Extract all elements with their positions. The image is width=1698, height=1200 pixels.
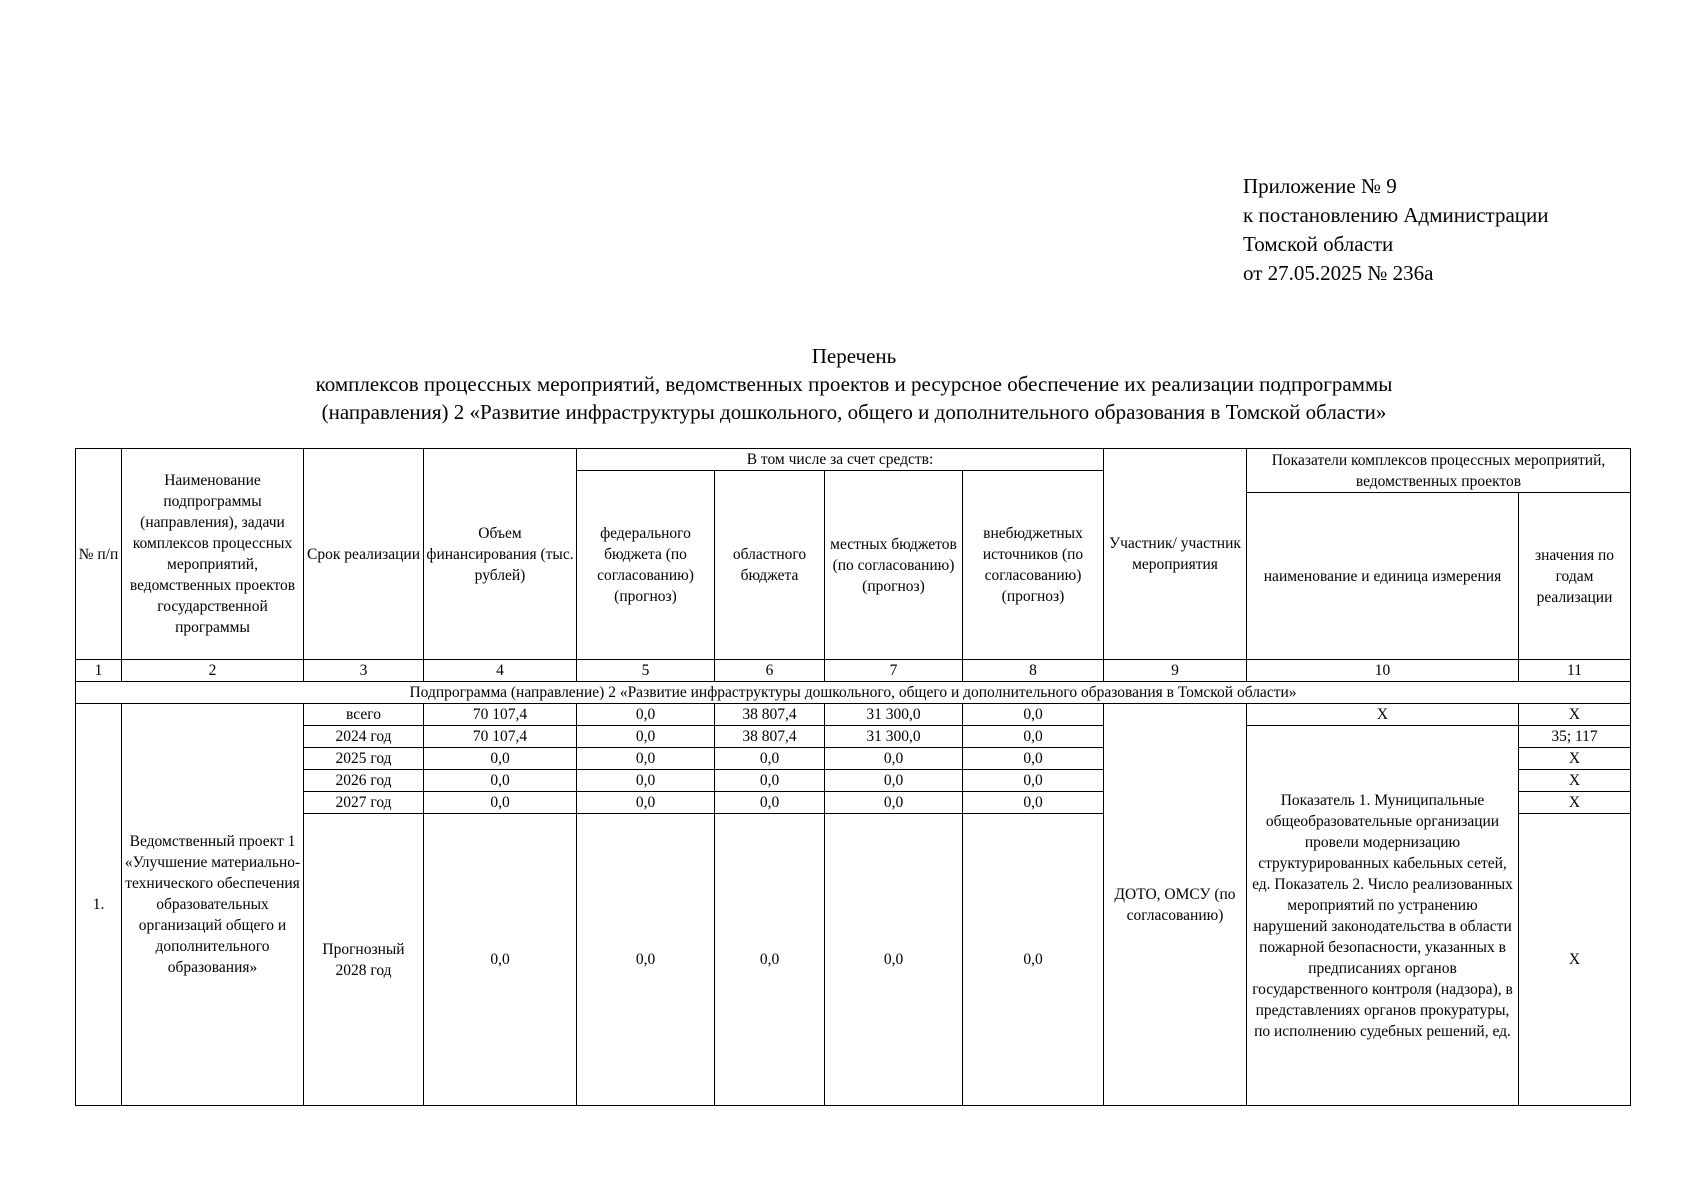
appendix-line: к постановлению Администрации: [1243, 203, 1549, 227]
extra-cell: 0,0: [963, 770, 1104, 792]
header-participant: Участник/ участник мероприятия: [1104, 449, 1247, 660]
federal-cell: 0,0: [577, 726, 715, 748]
indicator-value: X: [1519, 814, 1631, 1106]
term-cell: 2026 год: [304, 770, 424, 792]
subprogram-row: Подпрограмма (направление) 2 «Развитие инфраструктуры дошкольного, общего и дополнительного образования в Томской области»: [76, 682, 1631, 704]
federal-cell: 0,0: [577, 704, 715, 726]
local-cell: 0,0: [825, 770, 963, 792]
term-cell: всего: [304, 704, 424, 726]
extra-cell: 0,0: [963, 792, 1104, 814]
col-number: 10: [1247, 660, 1519, 682]
indicator-value: X: [1519, 792, 1631, 814]
header-name: Наименование подпрограммы (направления), задачи комплексов процессных мероприятий, ведомственных проектов государственной программы: [122, 449, 304, 660]
col-number: 1: [76, 660, 122, 682]
local-cell: 0,0: [825, 748, 963, 770]
col-number: 11: [1519, 660, 1631, 682]
col-number: 2: [122, 660, 304, 682]
regional-cell: 0,0: [715, 792, 825, 814]
local-cell: 31 300,0: [825, 726, 963, 748]
appendix-block: [1243, 172, 1549, 288]
volume-cell: 70 107,4: [424, 704, 577, 726]
col-number: 3: [304, 660, 424, 682]
local-cell: 31 300,0: [825, 704, 963, 726]
regional-cell: 0,0: [715, 814, 825, 1106]
participant-cell: ДОТО, ОМСУ (по согласованию): [1104, 704, 1247, 1106]
header-regional: областного бюджета: [715, 471, 825, 660]
header-volume: Объем финансирования (тыс. рублей): [424, 449, 577, 660]
header-including: В том числе за счет средств:: [577, 449, 1104, 471]
indicator-value: 35; 117: [1519, 726, 1631, 748]
appendix-line: Приложение № 9: [1243, 174, 1397, 198]
extra-cell: 0,0: [963, 726, 1104, 748]
header-num: № п/п: [76, 449, 122, 660]
measures-table: [75, 448, 1631, 1106]
header-term: Срок реализации: [304, 449, 424, 660]
regional-cell: 0,0: [715, 748, 825, 770]
regional-cell: 0,0: [715, 770, 825, 792]
header-local: местных бюджетов (по согласованию) (прогноз): [825, 471, 963, 660]
col-number: 5: [577, 660, 715, 682]
volume-cell: 0,0: [424, 748, 577, 770]
title-line: (направления) 2 «Развитие инфраструктуры дошкольного, общего и дополнительного образования в Томской области»: [321, 400, 1387, 424]
term-cell: 2025 год: [304, 748, 424, 770]
federal-cell: 0,0: [577, 814, 715, 1106]
indicator-total-value: X: [1519, 704, 1631, 726]
volume-cell: 0,0: [424, 792, 577, 814]
indicator-value: X: [1519, 770, 1631, 792]
federal-cell: 0,0: [577, 792, 715, 814]
indicator-description: Показатель 1. Муниципальные общеобразовательные организации провели модернизацию структурированных кабельных сетей, ед. Показатель 2. Число реализованных мероприятий по устранению нарушений законодательства в области пожарной безопасности, указанных в предписаниях органов государственного контроля (надзора), в представлениях органов прокуратуры, по исполнению судебных решений, ед.: [1247, 726, 1519, 1106]
header-extra: внебюджетных источников (по согласованию) (прогноз): [963, 471, 1104, 660]
col-number: 4: [424, 660, 577, 682]
document-title: [75, 342, 1633, 426]
volume-cell: 0,0: [424, 770, 577, 792]
local-cell: 0,0: [825, 814, 963, 1106]
table-row: [76, 704, 1631, 726]
title-line: комплексов процессных мероприятий, ведомственных проектов и ресурсное обеспечение их реализации подпрограммы: [315, 372, 1393, 396]
federal-cell: 0,0: [577, 770, 715, 792]
term-cell: Прогнозный 2028 год: [304, 814, 424, 1106]
col-number: 8: [963, 660, 1104, 682]
regional-cell: 38 807,4: [715, 704, 825, 726]
extra-cell: 0,0: [963, 814, 1104, 1106]
col-number: 6: [715, 660, 825, 682]
item-name: Ведомственный проект 1 «Улучшение материально-технического обеспечения образовательных организаций общего и дополнительного образования»: [122, 704, 304, 1106]
appendix-line: Томской области: [1243, 232, 1394, 256]
volume-cell: 0,0: [424, 814, 577, 1106]
indicator-value: X: [1519, 748, 1631, 770]
extra-cell: 0,0: [963, 704, 1104, 726]
header-indicators: Показатели комплексов процессных мероприятий, ведомственных проектов: [1247, 449, 1631, 493]
table-row: [76, 726, 1631, 748]
header-federal: федерального бюджета (по согласованию) (прогноз): [577, 471, 715, 660]
appendix-line: от 27.05.2025 № 236а: [1243, 261, 1434, 285]
local-cell: 0,0: [825, 792, 963, 814]
item-number: 1.: [76, 704, 122, 1106]
col-number: 9: [1104, 660, 1247, 682]
indicator-total-name: X: [1247, 704, 1519, 726]
extra-cell: 0,0: [963, 748, 1104, 770]
federal-cell: 0,0: [577, 748, 715, 770]
volume-cell: 70 107,4: [424, 726, 577, 748]
col-number: 7: [825, 660, 963, 682]
title-line: Перечень: [811, 344, 897, 368]
header-indicator-name: наименование и единица измерения: [1247, 493, 1519, 660]
header-indicator-values: значения по годам реализации: [1519, 493, 1631, 660]
regional-cell: 38 807,4: [715, 726, 825, 748]
term-cell: 2024 год: [304, 726, 424, 748]
term-cell: 2027 год: [304, 792, 424, 814]
